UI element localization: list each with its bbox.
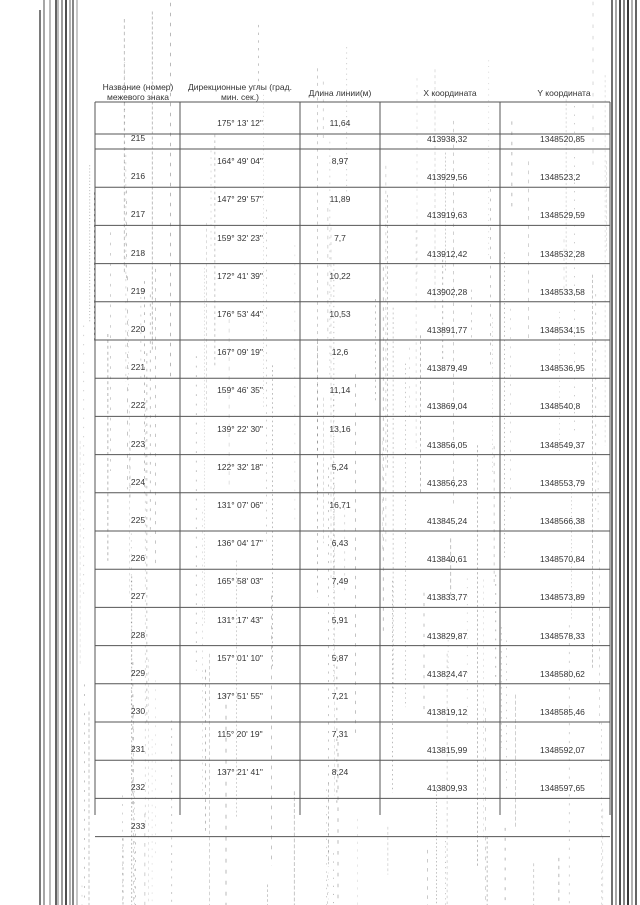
- segment-length: 7,7: [334, 232, 346, 243]
- segment-length: 6,43: [331, 538, 349, 549]
- segment-angle: 137° 21' 41": [217, 767, 263, 778]
- point-y-coordinate: 1348553,79: [540, 477, 585, 488]
- segment-angle: 137° 51' 55": [217, 691, 263, 701]
- point-x-coordinate: 413824,47: [427, 668, 468, 679]
- point-y-coordinate: 1348597,65: [540, 783, 585, 794]
- segment-length: 7,49: [331, 576, 349, 587]
- point-y-coordinate: 1348533,58: [540, 286, 585, 297]
- point-name: 221: [130, 362, 146, 373]
- point-name: 223: [130, 438, 146, 449]
- segment-angle: 167° 09' 19": [217, 347, 263, 358]
- point-y-coordinate: 1348592,07: [540, 745, 585, 756]
- point-y-coordinate: 1348532,28: [540, 248, 585, 259]
- point-x-coordinate: 413809,93: [427, 783, 468, 794]
- point-y-coordinate: 1348520,85: [540, 134, 585, 144]
- header-x: X координата: [423, 88, 477, 98]
- point-name: 230: [130, 706, 146, 716]
- point-y-coordinate: 1348570,84: [540, 554, 585, 565]
- point-y-coordinate: 1348585,46: [540, 707, 585, 717]
- segment-angle: 159° 32' 23": [217, 232, 263, 243]
- segment-angle: 131° 07' 06": [217, 500, 263, 510]
- point-name: 228: [130, 629, 146, 640]
- header-y: Y координата: [537, 88, 591, 98]
- segment-length: 7,21: [331, 691, 349, 701]
- segment-length: 13,16: [329, 423, 351, 434]
- segment-length: 10,22: [329, 270, 351, 281]
- point-name: 232: [130, 782, 146, 793]
- point-y-coordinate: 1348540,8: [540, 401, 581, 412]
- point-name: 219: [130, 285, 146, 296]
- segment-length: 8,97: [331, 156, 349, 167]
- point-name: 218: [130, 247, 146, 258]
- segment-length: 11,89: [329, 194, 351, 205]
- segment-length: 12,6: [331, 347, 349, 358]
- point-x-coordinate: 413856,05: [427, 439, 468, 450]
- point-x-coordinate: 413902,28: [427, 286, 468, 297]
- point-name: 233: [130, 820, 146, 831]
- point-name: 229: [130, 667, 146, 678]
- header-angle: Дирекционные углы (град. мин. сек.): [188, 82, 292, 102]
- segment-length: 11,64: [329, 118, 351, 128]
- point-x-coordinate: 413912,42: [427, 248, 468, 259]
- point-x-coordinate: 413869,04: [427, 401, 468, 412]
- segment-angle: 115° 20' 19": [217, 729, 263, 740]
- segment-length: 16,71: [329, 500, 351, 510]
- point-x-coordinate: 413845,24: [427, 516, 468, 526]
- segment-angle: 175° 13' 12": [217, 118, 263, 128]
- point-x-coordinate: 413879,49: [427, 363, 468, 374]
- segment-length: 5,91: [331, 614, 349, 625]
- point-x-coordinate: 413929,56: [427, 172, 468, 183]
- point-x-coordinate: 413891,77: [427, 325, 468, 335]
- segment-length: 5,24: [331, 461, 349, 472]
- point-x-coordinate: 413819,12: [427, 707, 468, 717]
- point-name: 215: [130, 133, 146, 143]
- segment-angle: 131° 17' 43": [217, 614, 263, 625]
- segment-angle: 159° 46' 35": [217, 385, 263, 396]
- point-y-coordinate: 1348534,15: [540, 325, 585, 335]
- point-y-coordinate: 1348523,2: [540, 172, 581, 183]
- point-x-coordinate: 413833,77: [427, 592, 468, 603]
- point-name: 227: [130, 591, 146, 602]
- segment-length: 7,31: [331, 729, 349, 740]
- point-name: 226: [130, 553, 146, 564]
- segment-angle: 147° 29' 57": [217, 194, 263, 205]
- segment-angle: 122° 32' 18": [217, 461, 263, 472]
- point-x-coordinate: 413815,99: [427, 745, 468, 756]
- point-y-coordinate: 1348529,59: [540, 210, 585, 221]
- point-y-coordinate: 1348549,37: [540, 439, 585, 450]
- segment-length: 11,14: [329, 385, 351, 396]
- segment-angle: 157° 01' 10": [217, 652, 263, 663]
- segment-angle: 139° 22' 30": [217, 423, 263, 434]
- point-y-coordinate: 1348573,89: [540, 592, 585, 603]
- segment-length: 8,24: [331, 767, 349, 778]
- segment-angle: 172° 41' 39": [217, 270, 263, 281]
- point-y-coordinate: 1348536,95: [540, 363, 585, 374]
- point-x-coordinate: 413840,61: [427, 554, 468, 565]
- segment-angle: 136° 04' 17": [217, 538, 263, 549]
- segment-angle: 165° 58' 03": [217, 576, 263, 587]
- segment-angle: 164° 49' 04": [217, 156, 263, 167]
- point-y-coordinate: 1348566,38: [540, 516, 585, 526]
- point-name: 225: [130, 515, 146, 525]
- segment-angle: 176° 53' 44": [217, 309, 263, 319]
- point-y-coordinate: 1348580,62: [540, 668, 585, 679]
- point-name: 222: [130, 400, 146, 411]
- point-name: 220: [130, 324, 146, 334]
- segment-length: 10,53: [329, 309, 351, 319]
- point-y-coordinate: 1348578,33: [540, 630, 585, 641]
- segment-length: 5,87: [331, 652, 349, 663]
- point-x-coordinate: 413938,32: [427, 134, 468, 144]
- point-name: 217: [130, 209, 146, 220]
- header-length: Длина линии(м): [308, 88, 372, 98]
- point-name: 231: [130, 744, 146, 755]
- point-x-coordinate: 413919,63: [427, 210, 468, 221]
- point-name: 224: [130, 476, 146, 487]
- point-x-coordinate: 413856,23: [427, 477, 468, 488]
- point-x-coordinate: 413829,87: [427, 630, 468, 641]
- header-name: Название (номер) межевого знака: [102, 82, 174, 102]
- point-name: 216: [130, 171, 146, 182]
